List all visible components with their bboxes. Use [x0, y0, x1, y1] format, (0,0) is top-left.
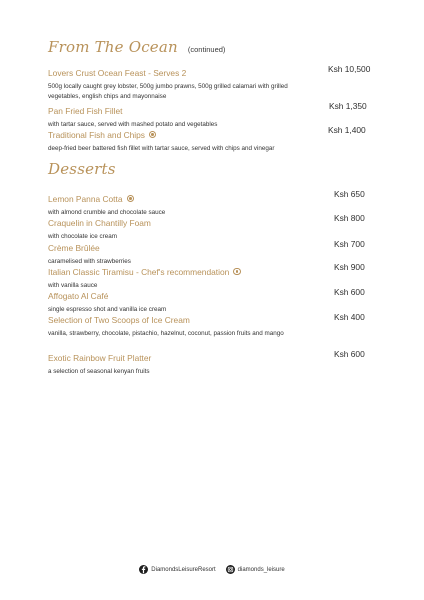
item-description: single espresso shot and vanilla ice cream	[48, 306, 167, 313]
item-price: Ksh 800	[334, 213, 365, 223]
item-price: Ksh 650	[334, 189, 365, 199]
item-price: Ksh 600	[334, 287, 365, 297]
item-price: Ksh 900	[334, 262, 365, 272]
item-price: Ksh 1,350	[329, 101, 367, 111]
item-description: caramelised with strawberries	[48, 258, 131, 265]
menu-item	[48, 348, 378, 377]
item-description: a selection of seasonal kenyan fruits	[48, 368, 150, 375]
ocean-title: From The Ocean	[48, 38, 178, 56]
item-price: Ksh 10,500	[328, 64, 371, 74]
item-name: Lemon Panna Cotta	[48, 194, 123, 204]
instagram-icon	[226, 565, 235, 574]
instagram-handle: diamonds_leisure	[237, 566, 285, 573]
item-name: Affogato Al Café	[48, 291, 109, 301]
vegetarian-icon	[127, 195, 135, 203]
item-description: with almond crumble and chocolate sauce	[48, 209, 166, 216]
item-name-row	[48, 130, 156, 141]
ocean-heading	[48, 38, 225, 56]
item-description: with vanilla sauce	[48, 282, 98, 289]
facebook-icon	[139, 565, 148, 574]
continued-label: (continued)	[187, 45, 226, 54]
item-price: Ksh 600	[334, 349, 365, 359]
item-name: Traditional Fish and Chips	[48, 130, 145, 140]
item-name: Lovers Crust Ocean Feast - Serves 2	[48, 68, 187, 78]
item-name: Italian Classic Tiramisu - Chef's recommendation	[48, 267, 230, 277]
facebook-link[interactable]	[139, 565, 215, 574]
item-price: Ksh 1,400	[328, 125, 366, 135]
item-description: vanilla, strawberry, chocolate, pistachio, hazelnut, coconut, passion fruits and mango	[48, 330, 284, 337]
item-name-row	[48, 194, 134, 205]
item-description: 500g locally caught grey lobster, 500g jumbo prawns, 500g grilled calamari with grilled vegetables, english chips and mayonnaise	[48, 83, 288, 100]
item-price: Ksh 400	[334, 312, 365, 322]
item-name: Exotic Rainbow Fruit Platter	[48, 353, 152, 363]
desserts-heading	[48, 160, 116, 178]
vegetarian-icon	[233, 268, 241, 276]
vegetarian-icon	[149, 131, 157, 139]
item-name: Crème Brûlée	[48, 243, 100, 253]
menu-item	[48, 310, 378, 339]
item-name: Pan Fried Fish Fillet	[48, 106, 123, 116]
facebook-handle: DiamondsLeisureResort	[151, 566, 216, 573]
instagram-link[interactable]	[226, 565, 285, 574]
item-name-row	[48, 267, 241, 278]
item-description: with tartar sauce, served with mashed potato and vegetables	[48, 121, 218, 128]
item-name: Craquelin in Chantilly Foam	[48, 218, 151, 228]
item-description: with chocolate ice cream	[48, 233, 117, 240]
desserts-title: Desserts	[48, 160, 116, 178]
item-name: Selection of Two Scoops of Ice Cream	[48, 315, 190, 325]
social-footer	[0, 565, 424, 574]
item-price: Ksh 700	[334, 239, 365, 249]
item-description: deep-fried beer battered fish fillet with tartar sauce, served with chips and vinegar	[48, 145, 275, 152]
